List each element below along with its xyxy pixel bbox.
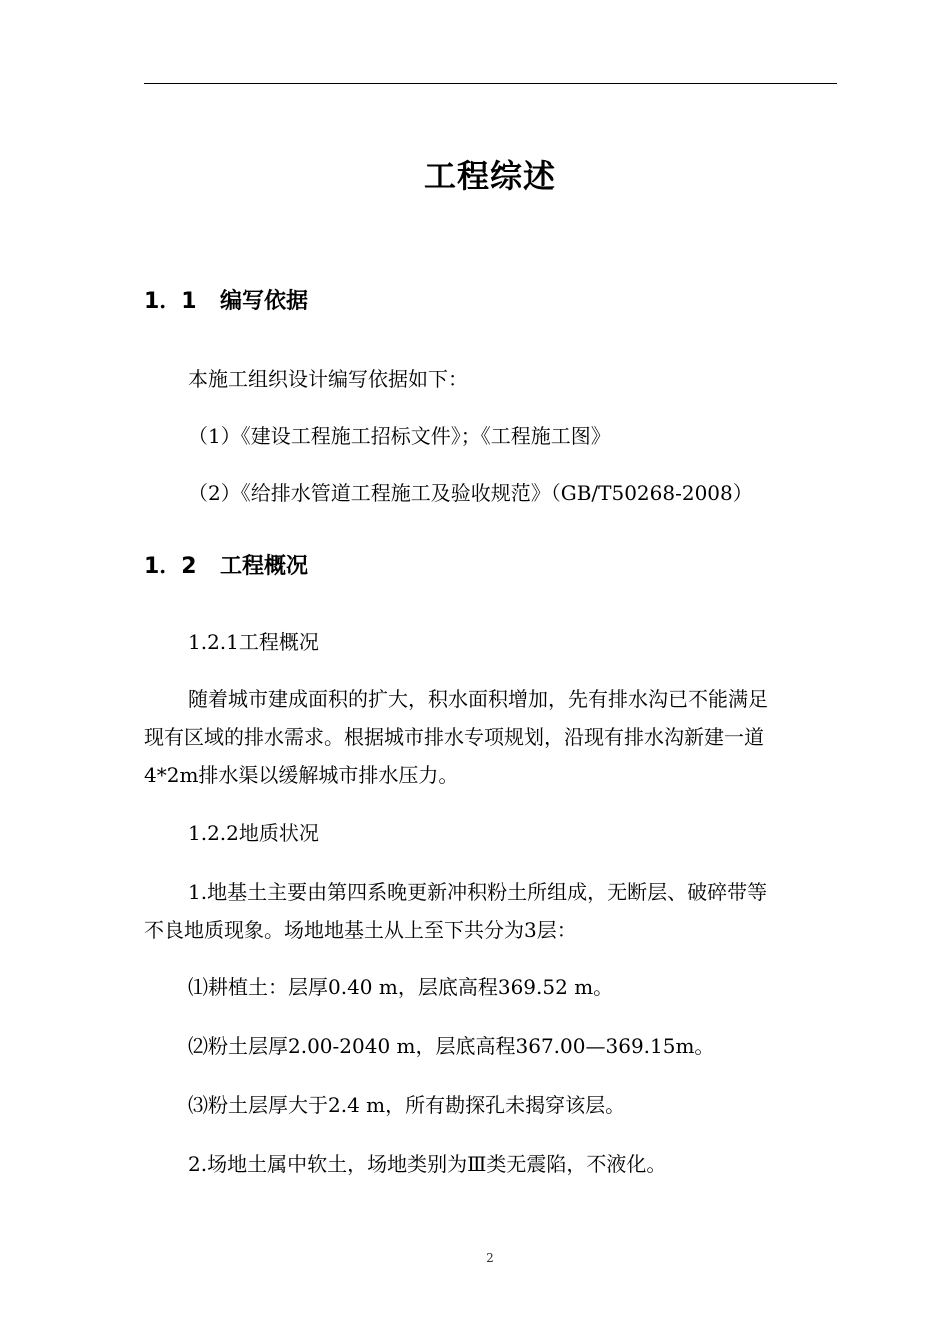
reference-item-2: （2）《给排水管道工程施工及验收规范》（GB/T50268-2008） bbox=[188, 481, 753, 505]
section-number: 1．1 bbox=[144, 289, 197, 314]
paragraph-line: 4*2m排水渠以缓解城市排水压力。 bbox=[144, 763, 459, 787]
page-number: 2 bbox=[486, 1251, 494, 1265]
paragraph-line: 不良地质现象。场地地基土从上至下共分为3层： bbox=[144, 918, 577, 942]
section-number: 1．2 bbox=[144, 554, 197, 579]
paragraph-line: 现有区域的排水需求。根据城市排水专项规划，沿现有排水沟新建一道 bbox=[144, 725, 764, 749]
section-heading-1-1 bbox=[144, 285, 308, 319]
subsection-title-1-2-1: 1.2.1工程概况 bbox=[188, 630, 319, 654]
section-title: 工程概况 bbox=[220, 554, 309, 579]
paragraph-line: 1.地基土主要由第四系晚更新冲积粉土所组成，无断层、破碎带等 bbox=[188, 880, 768, 904]
paragraph-site-class: 2.场地土属中软土，场地类别为Ⅲ类无震陷，不液化。 bbox=[188, 1152, 667, 1176]
header-rule bbox=[144, 83, 837, 84]
paragraph-intro: 本施工组织设计编写依据如下： bbox=[188, 367, 468, 391]
section-heading-1-2 bbox=[144, 550, 308, 584]
subsection-title-1-2-2: 1.2.2地质状况 bbox=[188, 821, 319, 845]
reference-item-1: （1）《建设工程施工招标文件》；《工程施工图》 bbox=[188, 424, 611, 448]
layer-item-1: ⑴耕植土：层厚0.40 m，层底高程369.52 m。 bbox=[188, 975, 614, 999]
paragraph-line: 随着城市建成面积的扩大，积水面积增加，先有排水沟已不能满足 bbox=[188, 687, 768, 711]
section-title: 编写依据 bbox=[220, 289, 309, 314]
layer-item-2: ⑵粉土层厚2.00-2040 m，层底高程367.00—369.15m。 bbox=[188, 1034, 715, 1058]
layer-item-3: ⑶粉土层厚大于2.4 m，所有勘探孔未揭穿该层。 bbox=[188, 1093, 626, 1117]
document-title: 工程综述 bbox=[423, 157, 556, 195]
